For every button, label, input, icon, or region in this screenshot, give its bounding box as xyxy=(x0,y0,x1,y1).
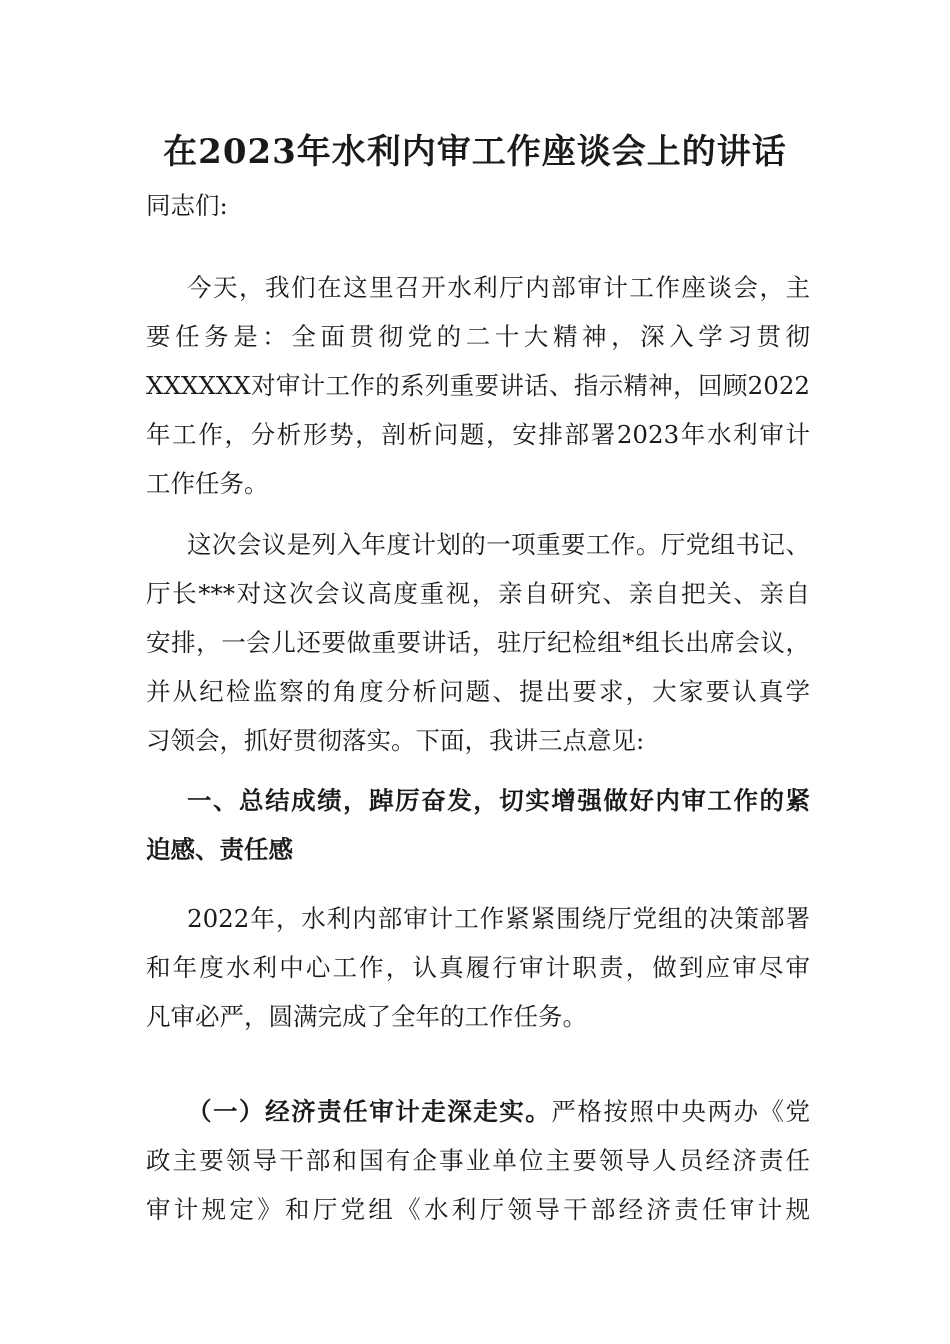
paragraph-line: 习领会，抓好贯彻落实。下面，我讲三点意见: xyxy=(146,726,645,755)
paragraph-line: 厅长***对这次会议高度重视，亲自研究、亲自把关、亲自 xyxy=(146,579,810,608)
paragraph-line: 今天，我们在这里召开水利厅内部审计工作座谈会，主 xyxy=(187,273,810,302)
paragraph-3 xyxy=(146,894,810,1041)
paragraph-line: 政主要领导干部和国有企事业单位主要领导人员经济责任 xyxy=(146,1146,810,1175)
paragraph-line: 要任务是：全面贯彻党的二十大精神，深入学习贯彻 xyxy=(146,322,810,351)
paragraph-1 xyxy=(146,263,810,508)
heading-line: 迫感、责任感 xyxy=(146,835,293,864)
subheading-lead: （一）经济责任审计走深走实。 xyxy=(187,1097,552,1126)
salutation xyxy=(146,181,810,230)
paragraph-line: 审计规定》和厅党组《水利厅领导干部经济责任审计规 xyxy=(146,1195,810,1224)
paragraph-line: 2022年，水利内部审计工作紧紧围绕厅党组的决策部署 xyxy=(187,904,810,933)
paragraph-line xyxy=(146,1087,810,1136)
paragraph-line: 年工作，分析形势，剖析问题，安排部署2023年水利审计 xyxy=(146,420,810,449)
paragraph-line: 工作任务。 xyxy=(146,469,269,498)
section-heading-1 xyxy=(146,776,810,874)
paragraph-line: 这次会议是列入年度计划的一项重要工作。厅党组书记、 xyxy=(187,530,810,559)
paragraph-line: 和年度水利中心工作，认真履行审计职责，做到应审尽审 xyxy=(146,953,810,982)
paragraph-4 xyxy=(146,1087,810,1234)
paragraph-line: 并从纪检监察的角度分析问题、提出要求，大家要认真学 xyxy=(146,677,810,706)
paragraph-line: 安排，一会儿还要做重要讲话，驻厅纪检组*组长出席会议， xyxy=(146,628,810,657)
paragraph-line: 凡审必严，圆满完成了全年的工作任务。 xyxy=(146,1002,587,1031)
heading-line: 一、总结成绩，踔厉奋发，切实增强做好内审工作的紧 xyxy=(187,786,810,815)
paragraph-line-rest: 严格按照中央两办《党 xyxy=(551,1097,811,1126)
paragraph-line: XXXXXX对审计工作的系列重要讲话、指示精神，回顾2022 xyxy=(146,371,810,400)
salutation-text: 同志们: xyxy=(146,191,228,220)
paragraph-2 xyxy=(146,520,810,765)
document-title: 在2023年水利内审工作座谈会上的讲话 xyxy=(163,132,787,172)
